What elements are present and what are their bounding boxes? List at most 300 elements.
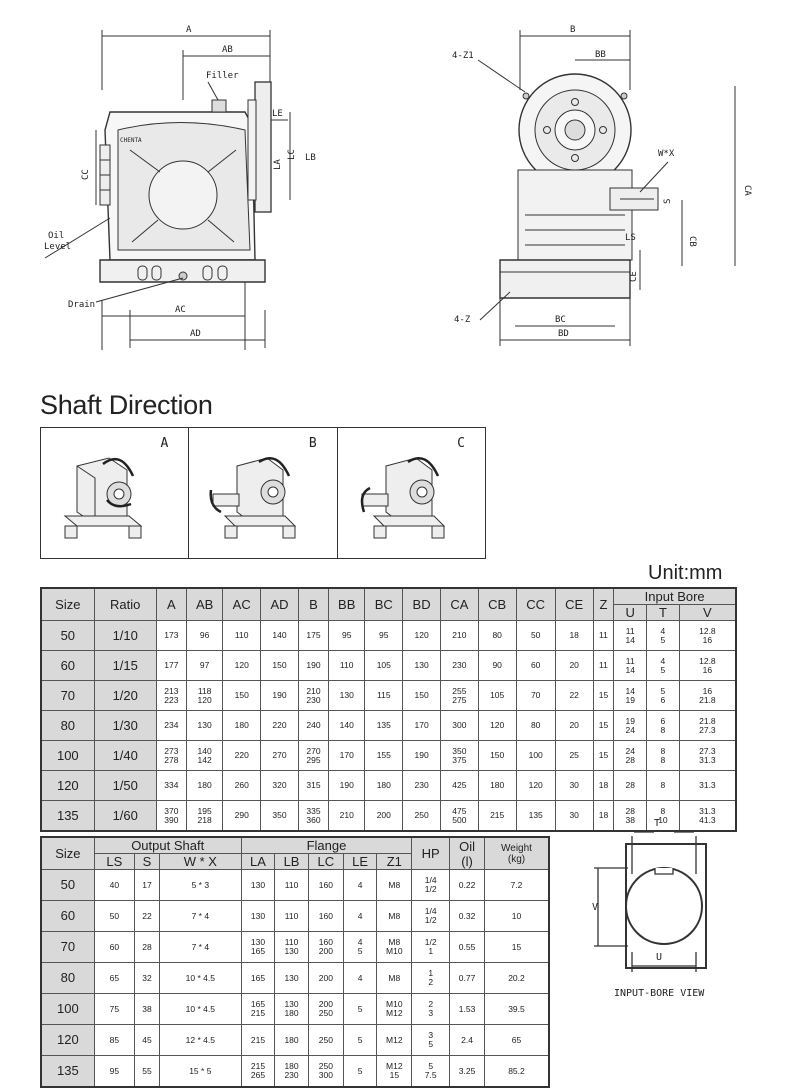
dim-cb-label: CB bbox=[687, 236, 697, 247]
cell-ce: 30 bbox=[555, 771, 593, 801]
header-le: LE bbox=[343, 854, 377, 870]
cell-weight: 85.2 bbox=[484, 1056, 549, 1088]
dim-ls-label: LS bbox=[625, 233, 636, 243]
dim-ac-label: AC bbox=[175, 305, 186, 315]
cell-a: 334 bbox=[156, 771, 186, 801]
cell-lb: 110 bbox=[275, 870, 309, 901]
dimension-spec-table bbox=[40, 587, 737, 832]
cell-bd: 190 bbox=[403, 741, 441, 771]
cell-cb: 180 bbox=[478, 771, 516, 801]
cell-ce: 20 bbox=[555, 651, 593, 681]
cell-size: 120 bbox=[41, 1025, 94, 1056]
cell-z: 15 bbox=[593, 711, 614, 741]
cell-ab: 180 bbox=[186, 771, 222, 801]
unit-label: Unit:mm bbox=[648, 562, 723, 584]
cell-s: 55 bbox=[135, 1056, 160, 1088]
cell-ab: 118 120 bbox=[186, 681, 222, 711]
header-ad: AD bbox=[261, 588, 299, 621]
cell-z: 11 bbox=[593, 621, 614, 651]
header-ca: CA bbox=[440, 588, 478, 621]
cell-a: 273 278 bbox=[156, 741, 186, 771]
cell-a: 234 bbox=[156, 711, 186, 741]
cell-cb: 80 bbox=[478, 621, 516, 651]
cell-hp: 1/4 1/2 bbox=[412, 870, 450, 901]
cell-ce: 25 bbox=[555, 741, 593, 771]
cell-ca: 475 500 bbox=[440, 801, 478, 832]
cell-cc: 120 bbox=[516, 771, 555, 801]
cell-wx: 7 * 4 bbox=[159, 901, 241, 932]
dim-cc-label: CC bbox=[81, 169, 91, 180]
cell-wx: 12 * 4.5 bbox=[159, 1025, 241, 1056]
header-lc: LC bbox=[308, 854, 343, 870]
cell-lb: 110 130 bbox=[275, 932, 309, 963]
cell-ad: 320 bbox=[261, 771, 299, 801]
cell-ac: 260 bbox=[223, 771, 261, 801]
dim-4z1-label: 4-Z1 bbox=[452, 51, 474, 61]
cell-s: 45 bbox=[135, 1025, 160, 1056]
oil-level-label-1: Oil bbox=[48, 231, 65, 241]
cell-ab: 96 bbox=[186, 621, 222, 651]
cell-t: 8 8 bbox=[647, 741, 680, 771]
cell-bd: 170 bbox=[403, 711, 441, 741]
cell-ratio: 1/60 bbox=[94, 801, 156, 832]
cell-bc: 115 bbox=[365, 681, 403, 711]
cell-lb: 110 bbox=[275, 901, 309, 932]
cell-cb: 215 bbox=[478, 801, 516, 832]
cell-size: 70 bbox=[41, 932, 94, 963]
cell-size: 60 bbox=[41, 651, 94, 681]
cell-ac: 110 bbox=[223, 621, 261, 651]
cell-ca: 350 375 bbox=[440, 741, 478, 771]
cell-size: 60 bbox=[41, 901, 94, 932]
header-bc: BC bbox=[365, 588, 403, 621]
header-size: Size bbox=[41, 837, 94, 870]
cell-ce: 22 bbox=[555, 681, 593, 711]
cell-weight: 10 bbox=[484, 901, 549, 932]
cell-cb: 105 bbox=[478, 681, 516, 711]
gearbox-rotation-icon bbox=[207, 446, 297, 546]
table-row bbox=[41, 870, 549, 901]
cell-s: 28 bbox=[135, 932, 160, 963]
cell-z: 11 bbox=[593, 651, 614, 681]
cell-b: 335 360 bbox=[298, 801, 328, 832]
cell-ca: 255 275 bbox=[440, 681, 478, 711]
shaft-direction-a bbox=[41, 428, 189, 558]
cell-a: 173 bbox=[156, 621, 186, 651]
cell-ca: 210 bbox=[440, 621, 478, 651]
cell-lc: 160 200 bbox=[308, 932, 343, 963]
cell-ls: 50 bbox=[94, 901, 134, 932]
table-row bbox=[41, 901, 549, 932]
header-t: T bbox=[647, 605, 680, 621]
cell-bc: 200 bbox=[365, 801, 403, 832]
dim-ca-label: CA bbox=[742, 185, 752, 196]
cell-ad: 350 bbox=[261, 801, 299, 832]
cell-ls: 85 bbox=[94, 1025, 134, 1056]
header-z: Z bbox=[593, 588, 614, 621]
header-ce: CE bbox=[555, 588, 593, 621]
cell-ls: 60 bbox=[94, 932, 134, 963]
cell-weight: 39.5 bbox=[484, 994, 549, 1025]
cell-cc: 60 bbox=[516, 651, 555, 681]
cell-cb: 120 bbox=[478, 711, 516, 741]
dim-lb-label: LB bbox=[305, 153, 316, 163]
shaft-direction-letter: C bbox=[457, 436, 465, 451]
header-z1: Z1 bbox=[377, 854, 412, 870]
cell-la: 215 bbox=[241, 1025, 275, 1056]
header-input-bore: Input Bore bbox=[614, 588, 736, 605]
cell-bc: 155 bbox=[365, 741, 403, 771]
cell-weight: 15 bbox=[484, 932, 549, 963]
cell-oil: 0.55 bbox=[450, 932, 485, 963]
cell-size: 70 bbox=[41, 681, 94, 711]
cell-bb: 95 bbox=[329, 621, 365, 651]
table-row bbox=[41, 681, 736, 711]
cell-ratio: 1/15 bbox=[94, 651, 156, 681]
cell-v: 12.8 16 bbox=[679, 651, 736, 681]
cell-le: 4 5 bbox=[343, 932, 377, 963]
cell-v: 31.3 41.3 bbox=[679, 801, 736, 832]
cell-bd: 130 bbox=[403, 651, 441, 681]
cell-size: 50 bbox=[41, 870, 94, 901]
drain-label: Drain bbox=[68, 300, 96, 310]
cell-bd: 230 bbox=[403, 771, 441, 801]
header-wx: W * X bbox=[159, 854, 241, 870]
cell-t: 8 bbox=[647, 771, 680, 801]
shaft-table-body bbox=[41, 870, 549, 1088]
cell-ratio: 1/10 bbox=[94, 621, 156, 651]
cell-cb: 90 bbox=[478, 651, 516, 681]
dim-s-label: S bbox=[663, 198, 673, 204]
header-u: U bbox=[614, 605, 647, 621]
cell-oil: 1.53 bbox=[450, 994, 485, 1025]
cell-le: 4 bbox=[343, 963, 377, 994]
section-title-shaft-direction: Shaft Direction bbox=[40, 390, 213, 420]
cell-ad: 140 bbox=[261, 621, 299, 651]
table-row bbox=[41, 1025, 549, 1056]
cell-la: 165 215 bbox=[241, 994, 275, 1025]
cell-hp: 1 2 bbox=[412, 963, 450, 994]
cell-ac: 120 bbox=[223, 651, 261, 681]
cell-ab: 97 bbox=[186, 651, 222, 681]
cell-ad: 270 bbox=[261, 741, 299, 771]
header-v: V bbox=[679, 605, 736, 621]
shaft-direction-letter: B bbox=[308, 436, 317, 451]
filler-label: Filler bbox=[206, 71, 239, 81]
table-row bbox=[41, 651, 736, 681]
dim-bb-label: BB bbox=[595, 50, 606, 60]
cell-ls: 40 bbox=[94, 870, 134, 901]
cell-le: 4 bbox=[343, 870, 377, 901]
cell-t: 4 5 bbox=[647, 621, 680, 651]
gearbox-rotation-icon bbox=[356, 446, 446, 546]
cell-hp: 1/2 1 bbox=[412, 932, 450, 963]
header-flange: Flange bbox=[241, 837, 412, 854]
dim-wx-label: W*X bbox=[658, 149, 675, 159]
cell-wx: 7 * 4 bbox=[159, 932, 241, 963]
cell-b: 190 bbox=[298, 651, 328, 681]
cell-oil: 0.77 bbox=[450, 963, 485, 994]
cell-oil: 0.22 bbox=[450, 870, 485, 901]
cell-bc: 135 bbox=[365, 711, 403, 741]
cell-z: 18 bbox=[593, 801, 614, 832]
cell-hp: 3 5 bbox=[412, 1025, 450, 1056]
header-ab: AB bbox=[186, 588, 222, 621]
cell-bb: 130 bbox=[329, 681, 365, 711]
cell-size: 100 bbox=[41, 994, 94, 1025]
cell-hp: 1/4 1/2 bbox=[412, 901, 450, 932]
dim-4z-label: 4-Z bbox=[454, 315, 471, 325]
cell-ce: 30 bbox=[555, 801, 593, 832]
dim-bc-label: BC bbox=[555, 315, 566, 325]
cell-le: 5 bbox=[343, 994, 377, 1025]
cell-lc: 200 bbox=[308, 963, 343, 994]
shaft-direction-b bbox=[189, 428, 337, 558]
cell-bc: 180 bbox=[365, 771, 403, 801]
header-s: S bbox=[135, 854, 160, 870]
cell-wx: 5 * 3 bbox=[159, 870, 241, 901]
cell-la: 215 265 bbox=[241, 1056, 275, 1088]
header-a: A bbox=[156, 588, 186, 621]
table-row bbox=[41, 932, 549, 963]
cell-le: 5 bbox=[343, 1056, 377, 1088]
cell-lc: 250 300 bbox=[308, 1056, 343, 1088]
cell-z: 15 bbox=[593, 741, 614, 771]
table-row bbox=[41, 621, 736, 651]
cell-ac: 150 bbox=[223, 681, 261, 711]
cell-bc: 105 bbox=[365, 651, 403, 681]
shaft-direction-c bbox=[338, 428, 485, 558]
header-ac: AC bbox=[223, 588, 261, 621]
cell-lb: 180 230 bbox=[275, 1056, 309, 1088]
cell-lc: 160 bbox=[308, 870, 343, 901]
cell-la: 130 bbox=[241, 870, 275, 901]
cell-z: 15 bbox=[593, 681, 614, 711]
cell-a: 370 390 bbox=[156, 801, 186, 832]
cell-ad: 190 bbox=[261, 681, 299, 711]
cell-cc: 50 bbox=[516, 621, 555, 651]
cell-bb: 140 bbox=[329, 711, 365, 741]
shaft-flange-table bbox=[40, 836, 550, 1088]
cell-ca: 425 bbox=[440, 771, 478, 801]
cell-v: 12.8 16 bbox=[679, 621, 736, 651]
cell-b: 315 bbox=[298, 771, 328, 801]
cell-lb: 130 bbox=[275, 963, 309, 994]
cell-wx: 15 * 5 bbox=[159, 1056, 241, 1088]
dim-ab-label: AB bbox=[222, 45, 233, 55]
input-bore-view-diagram bbox=[592, 814, 742, 1004]
cell-lc: 200 250 bbox=[308, 994, 343, 1025]
cell-ratio: 1/30 bbox=[94, 711, 156, 741]
cell-bb: 210 bbox=[329, 801, 365, 832]
cell-cc: 80 bbox=[516, 711, 555, 741]
header-hp: HP bbox=[412, 837, 450, 870]
shaft-direction-letter: A bbox=[160, 436, 169, 451]
cell-b: 240 bbox=[298, 711, 328, 741]
cell-la: 165 bbox=[241, 963, 275, 994]
cell-bb: 110 bbox=[329, 651, 365, 681]
cell-v: 16 21.8 bbox=[679, 681, 736, 711]
cell-s: 22 bbox=[135, 901, 160, 932]
cell-t: 4 5 bbox=[647, 651, 680, 681]
table-row bbox=[41, 711, 736, 741]
cell-size: 135 bbox=[41, 801, 94, 832]
cell-size: 135 bbox=[41, 1056, 94, 1088]
cell-b: 210 230 bbox=[298, 681, 328, 711]
header-size: Size bbox=[41, 588, 94, 621]
cell-wx: 10 * 4.5 bbox=[159, 994, 241, 1025]
cell-la: 130 bbox=[241, 901, 275, 932]
cell-ad: 220 bbox=[261, 711, 299, 741]
cell-z1: M12 bbox=[377, 1025, 412, 1056]
cell-u: 14 19 bbox=[614, 681, 647, 711]
table-row bbox=[41, 1056, 549, 1088]
table-row bbox=[41, 771, 736, 801]
cell-u: 28 bbox=[614, 771, 647, 801]
cell-b: 270 295 bbox=[298, 741, 328, 771]
cell-weight: 65 bbox=[484, 1025, 549, 1056]
cell-ad: 150 bbox=[261, 651, 299, 681]
dim-ad-label: AD bbox=[190, 329, 201, 339]
cell-ls: 65 bbox=[94, 963, 134, 994]
cell-s: 32 bbox=[135, 963, 160, 994]
cell-z1: M10 M12 bbox=[377, 994, 412, 1025]
cell-z1: M8 bbox=[377, 963, 412, 994]
cell-ca: 300 bbox=[440, 711, 478, 741]
cell-size: 50 bbox=[41, 621, 94, 651]
cell-t: 5 6 bbox=[647, 681, 680, 711]
cell-ab: 140 142 bbox=[186, 741, 222, 771]
bore-v-label: V bbox=[592, 902, 599, 913]
cell-z1: M12 15 bbox=[377, 1056, 412, 1088]
cell-a: 213 223 bbox=[156, 681, 186, 711]
cell-size: 80 bbox=[41, 711, 94, 741]
cell-a: 177 bbox=[156, 651, 186, 681]
dim-lc-label: LC bbox=[287, 149, 297, 160]
cell-weight: 20.2 bbox=[484, 963, 549, 994]
cell-la: 130 165 bbox=[241, 932, 275, 963]
cell-lc: 250 bbox=[308, 1025, 343, 1056]
cell-wx: 10 * 4.5 bbox=[159, 963, 241, 994]
cell-ce: 20 bbox=[555, 711, 593, 741]
cell-v: 27.3 31.3 bbox=[679, 741, 736, 771]
cell-ac: 180 bbox=[223, 711, 261, 741]
cell-ac: 220 bbox=[223, 741, 261, 771]
gearbox-front-view-drawing bbox=[450, 20, 760, 350]
oil-level-label-2: Level bbox=[44, 242, 72, 252]
cell-size: 80 bbox=[41, 963, 94, 994]
cell-bb: 190 bbox=[329, 771, 365, 801]
header-la: LA bbox=[241, 854, 275, 870]
cell-ac: 290 bbox=[223, 801, 261, 832]
header-lb: LB bbox=[275, 854, 309, 870]
header-bb: BB bbox=[329, 588, 365, 621]
dim-ce-label: CE bbox=[629, 271, 639, 282]
cell-z1: M8 M10 bbox=[377, 932, 412, 963]
cell-lb: 180 bbox=[275, 1025, 309, 1056]
dim-bd-label: BD bbox=[558, 329, 569, 339]
dim-b-label: B bbox=[570, 25, 576, 35]
cell-bb: 170 bbox=[329, 741, 365, 771]
cell-ce: 18 bbox=[555, 621, 593, 651]
header-ratio: Ratio bbox=[94, 588, 156, 621]
cell-v: 31.3 bbox=[679, 771, 736, 801]
cell-u: 11 14 bbox=[614, 621, 647, 651]
header-cb: CB bbox=[478, 588, 516, 621]
cell-ls: 95 bbox=[94, 1056, 134, 1088]
spec-table-body bbox=[41, 621, 736, 832]
cell-lb: 130 180 bbox=[275, 994, 309, 1025]
cell-z1: M8 bbox=[377, 901, 412, 932]
bore-u-label: U bbox=[656, 952, 663, 963]
cell-ca: 230 bbox=[440, 651, 478, 681]
cell-ls: 75 bbox=[94, 994, 134, 1025]
gearbox-side-view-drawing bbox=[40, 20, 316, 350]
table-row bbox=[41, 994, 549, 1025]
cell-le: 4 bbox=[343, 901, 377, 932]
cell-lc: 160 bbox=[308, 901, 343, 932]
cell-bd: 150 bbox=[403, 681, 441, 711]
cell-bd: 250 bbox=[403, 801, 441, 832]
header-b: B bbox=[298, 588, 328, 621]
cell-oil: 0.32 bbox=[450, 901, 485, 932]
cell-ratio: 1/50 bbox=[94, 771, 156, 801]
table-row bbox=[41, 741, 736, 771]
brand-logo-text: CHENTA bbox=[120, 137, 142, 144]
cell-u: 19 24 bbox=[614, 711, 647, 741]
table-row bbox=[41, 963, 549, 994]
cell-s: 38 bbox=[135, 994, 160, 1025]
cell-u: 28 38 bbox=[614, 801, 647, 832]
bore-t-label: T bbox=[654, 818, 661, 829]
gearbox-rotation-icon bbox=[59, 446, 149, 546]
cell-ab: 195 218 bbox=[186, 801, 222, 832]
cell-size: 100 bbox=[41, 741, 94, 771]
cell-le: 5 bbox=[343, 1025, 377, 1056]
cell-bc: 95 bbox=[365, 621, 403, 651]
cell-ratio: 1/20 bbox=[94, 681, 156, 711]
bore-view-title: INPUT-BORE VIEW bbox=[614, 988, 705, 999]
header-weight: Weight (kg) bbox=[484, 837, 549, 870]
shaft-direction-panel bbox=[40, 427, 486, 559]
cell-size: 120 bbox=[41, 771, 94, 801]
header-output-shaft: Output Shaft bbox=[94, 837, 241, 854]
cell-b: 175 bbox=[298, 621, 328, 651]
header-bd: BD bbox=[403, 588, 441, 621]
dim-a-label: A bbox=[186, 25, 192, 35]
cell-oil: 3.25 bbox=[450, 1056, 485, 1088]
header-oil: Oil (l) bbox=[450, 837, 485, 870]
cell-cc: 100 bbox=[516, 741, 555, 771]
dim-le-label: LE bbox=[272, 109, 283, 119]
cell-bd: 120 bbox=[403, 621, 441, 651]
cell-t: 6 8 bbox=[647, 711, 680, 741]
dim-la-label: LA bbox=[273, 159, 283, 170]
cell-z: 18 bbox=[593, 771, 614, 801]
cell-cc: 135 bbox=[516, 801, 555, 832]
cell-cc: 70 bbox=[516, 681, 555, 711]
header-cc: CC bbox=[516, 588, 555, 621]
cell-hp: 5 7.5 bbox=[412, 1056, 450, 1088]
cell-oil: 2.4 bbox=[450, 1025, 485, 1056]
cell-ratio: 1/40 bbox=[94, 741, 156, 771]
cell-v: 21.8 27.3 bbox=[679, 711, 736, 741]
cell-u: 11 14 bbox=[614, 651, 647, 681]
cell-weight: 7.2 bbox=[484, 870, 549, 901]
cell-z1: M8 bbox=[377, 870, 412, 901]
cell-s: 17 bbox=[135, 870, 160, 901]
cell-hp: 2 3 bbox=[412, 994, 450, 1025]
